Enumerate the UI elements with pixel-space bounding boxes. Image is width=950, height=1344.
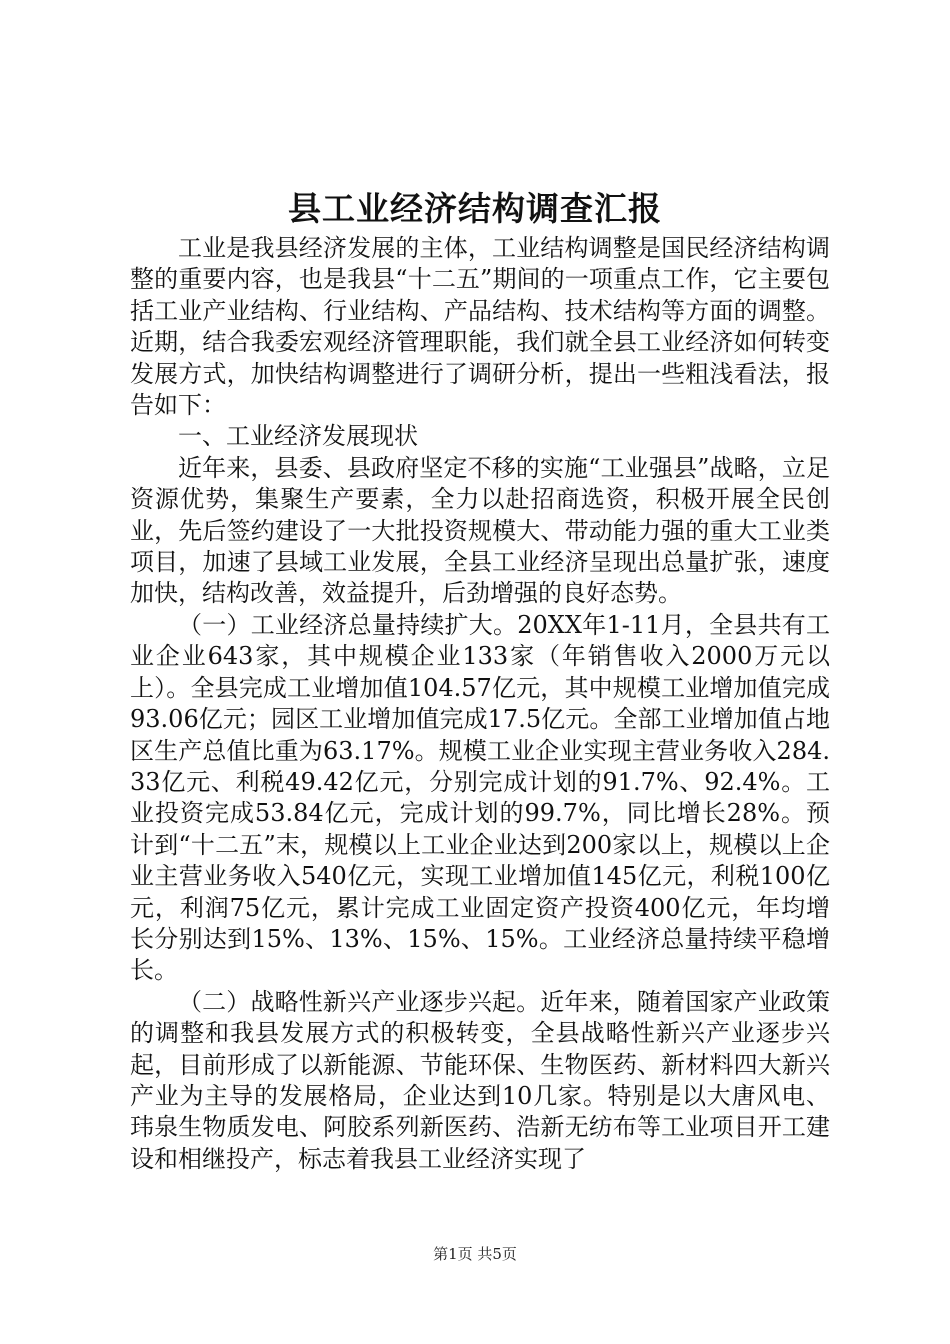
document-body xyxy=(130,233,830,1175)
document-title: 县工业经济结构调查汇报 xyxy=(288,189,662,228)
section-heading: 一、工业经济发展现状 xyxy=(178,422,418,451)
subsection-paragraph: （二）战略性新兴产业逐步兴起。近年来，随着国家产业政策的调整和我县发展方式的积极转变，全县战略性新兴产业逐步兴起，目前形成了以新能源、节能环保、生物医药、新材料四大新兴产业为主导的发展格局，企业达到10几家。特别是以大唐风电、玮泉生物质发电、阿胶系列新医药、浩新无纺布等工业项目开工建设和相继投产，标志着我县工业经济实现了 xyxy=(130,987,830,1173)
section-paragraph: 近年来，县委、县政府坚定不移的实施“工业强县”战略，立足资源优势，集聚生产要素，全力以赴招商选资，积极开展全民创业，先后签约建设了一大批投资规模大、带动能力强的重大工业类项目，加速了县域工业发展，全县工业经济呈现出总量扩张，速度加快，结构改善，效益提升，后劲增强的良好态势。 xyxy=(130,453,830,608)
page-number-footer: 第1页 共5页 xyxy=(433,1245,517,1263)
subsection-paragraph: （一）工业经济总量持续扩大。20XX年1-11月，全县共有工业企业643家，其中规模企业133家（年销售收入2000万元以上）。全县完成工业增加值104.57亿元，其中规模工业增加值完成93.06亿元；园区工业增加值完成17.5亿元。全部工业增加值占地区生产总值比重为63.17%。规模工业企业实现主营业务收入284.33亿元、利税49.42亿元，分别完成计划的91.7%、92.4%。工业投资完成53.84亿元，完成计划的99.7%，同比增长28%。预计到“十二五”末，规模以上工业企业达到200家以上，规模以上企业主营业务收入540亿元，实现工业增加值145亿元，利税100亿元，利润75亿元，累计完成工业固定资产投资400亿元，年均增长分别达到15%、13%、15%、15%。工业经济总量持续平稳增长。 xyxy=(130,610,830,985)
intro-paragraph: 工业是我县经济发展的主体，工业结构调整是国民经济结构调整的重要内容，也是我县“十二五”期间的一项重点工作，它主要包括工业产业结构、行业结构、产品结构、技术结构等方面的调整。近期，结合我委宏观经济管理职能，我们就全县工业经济如何转变发展方式，加快结构调整进行了调研分析，提出一些粗浅看法，报告如下： xyxy=(130,234,830,420)
